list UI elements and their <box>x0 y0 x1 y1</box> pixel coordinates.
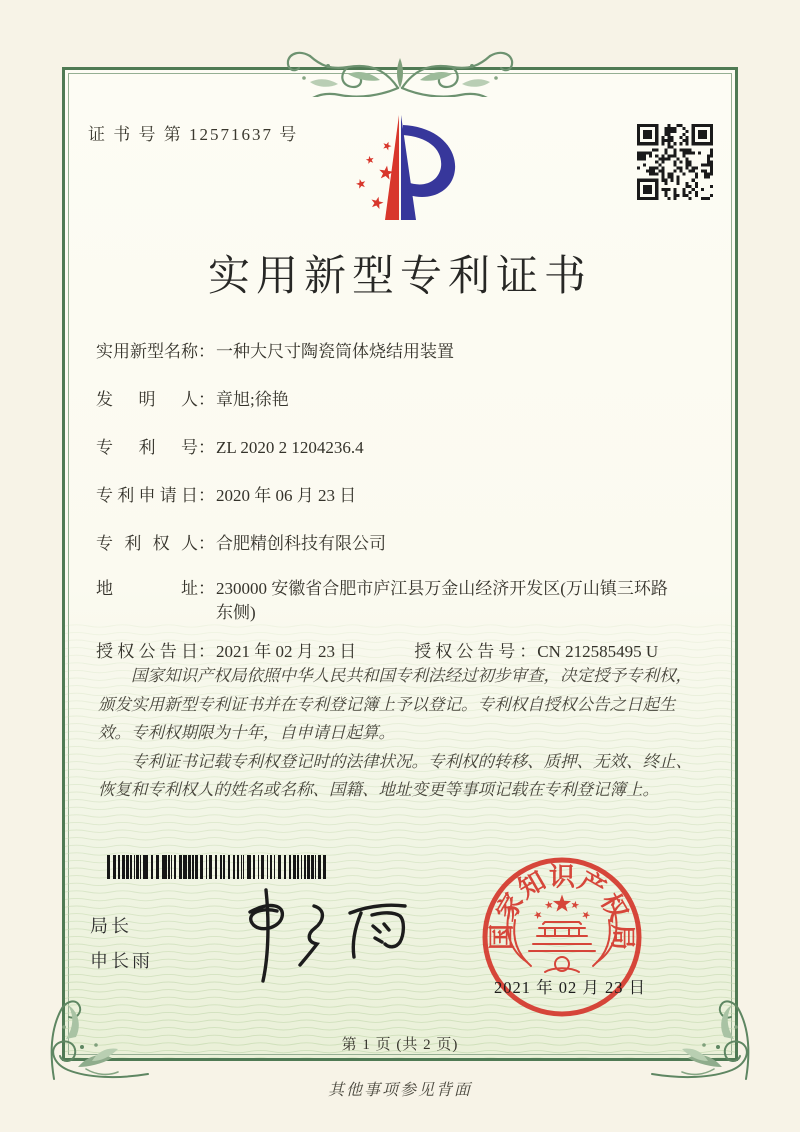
svg-text:国: 国 <box>487 923 517 951</box>
legal-paragraph-2: 专利证书记载专利权登记时的法律状况。专利权的转移、质押、无效、终止、恢复和专利权人的姓名或名称、国籍、地址变更等事项记载在专利登记簿上。 <box>98 751 692 799</box>
signature-shen-changyu <box>222 878 422 993</box>
field-label: 授权公告日 <box>96 642 198 661</box>
top-flourish-ornament <box>285 42 515 97</box>
field-label: 专利号 <box>96 438 198 457</box>
svg-text:产: 产 <box>573 865 611 905</box>
field-grant-number: 授权公告号 ： CN 212585495 U <box>414 637 658 666</box>
svg-text:权: 权 <box>594 888 634 926</box>
field-grant-row: 授权公告日 ： 2021 年 02 月 23 日 授权公告号 ： CN 212585495 U <box>96 637 708 666</box>
field-filing-date: 专利申请日 ： 2020 年 06 月 23 日 <box>96 481 708 510</box>
back-side-note: 其他事项参见背面 <box>327 1082 472 1099</box>
field-inventor: 发明人 ： 章旭;徐艳 <box>96 385 708 414</box>
field-value: 合肥精创科技有限公司 <box>216 534 386 553</box>
field-label: 专利申请日 <box>96 486 198 505</box>
field-value: 2020 年 06 月 23 日 <box>216 486 357 505</box>
svg-text:知: 知 <box>513 865 551 905</box>
bottom-left-flourish <box>44 977 154 1087</box>
certificate-title: 实用新型专利证书 <box>207 254 592 300</box>
qr-code <box>637 124 713 200</box>
field-value: CN 212585495 U <box>537 642 659 661</box>
field-value: 一种大尺寸陶瓷筒体烧结用装置 <box>216 342 454 361</box>
field-patentee: 专利权人 ： 合肥精创科技有限公司 <box>96 529 708 558</box>
field-utility-model-name: 实用新型名称 ： 一种大尺寸陶瓷筒体烧结用装置 <box>96 337 708 366</box>
field-value: 230000 安徽省合肥市庐江县万金山经济开发区(万山镇三环路东侧) <box>216 579 668 622</box>
legal-text <box>98 662 702 805</box>
field-patent-number: 专利号 ： ZL 2020 2 1204236.4 <box>96 433 708 462</box>
certificate-number: 证 书 号 第 12571637 号 <box>88 125 299 144</box>
page-number: 第 1 页 (共 2 页) <box>341 1037 459 1053</box>
officer-name: 申长雨 <box>90 951 153 971</box>
field-value: 章旭;徐艳 <box>216 390 289 409</box>
field-value: 2021 年 02 月 23 日 <box>216 642 357 661</box>
field-label: 发明人 <box>96 390 198 409</box>
barcode <box>107 855 329 879</box>
cnipa-logo <box>330 112 470 224</box>
field-address: 地址 ： 230000 安徽省合肥市庐江县万金山经济开发区(万山镇三环路东侧) <box>96 577 708 625</box>
field-value: ZL 2020 2 1204236.4 <box>216 438 364 457</box>
field-list <box>96 337 708 685</box>
field-label: 实用新型名称 <box>96 342 198 361</box>
seal-date: 2021 年 02 月 23 日 <box>494 978 647 997</box>
svg-text:识: 识 <box>548 862 576 892</box>
field-label: 地址 <box>96 579 198 598</box>
field-label: 授权公告号 <box>414 642 520 661</box>
svg-text:局: 局 <box>607 923 637 951</box>
legal-paragraph-1: 国家知识产权局依照中华人民共和国专利法经过初步审查，决定授予专利权，颁发实用新型专利证书并在专利登记簿上予以登记。专利权自授权公告之日起生效。专利权期限为十年，自申请日起算。 <box>98 666 692 742</box>
officer-title: 局长 <box>90 916 132 936</box>
svg-text:家: 家 <box>490 888 530 926</box>
field-label: 专利权人 <box>96 534 198 553</box>
